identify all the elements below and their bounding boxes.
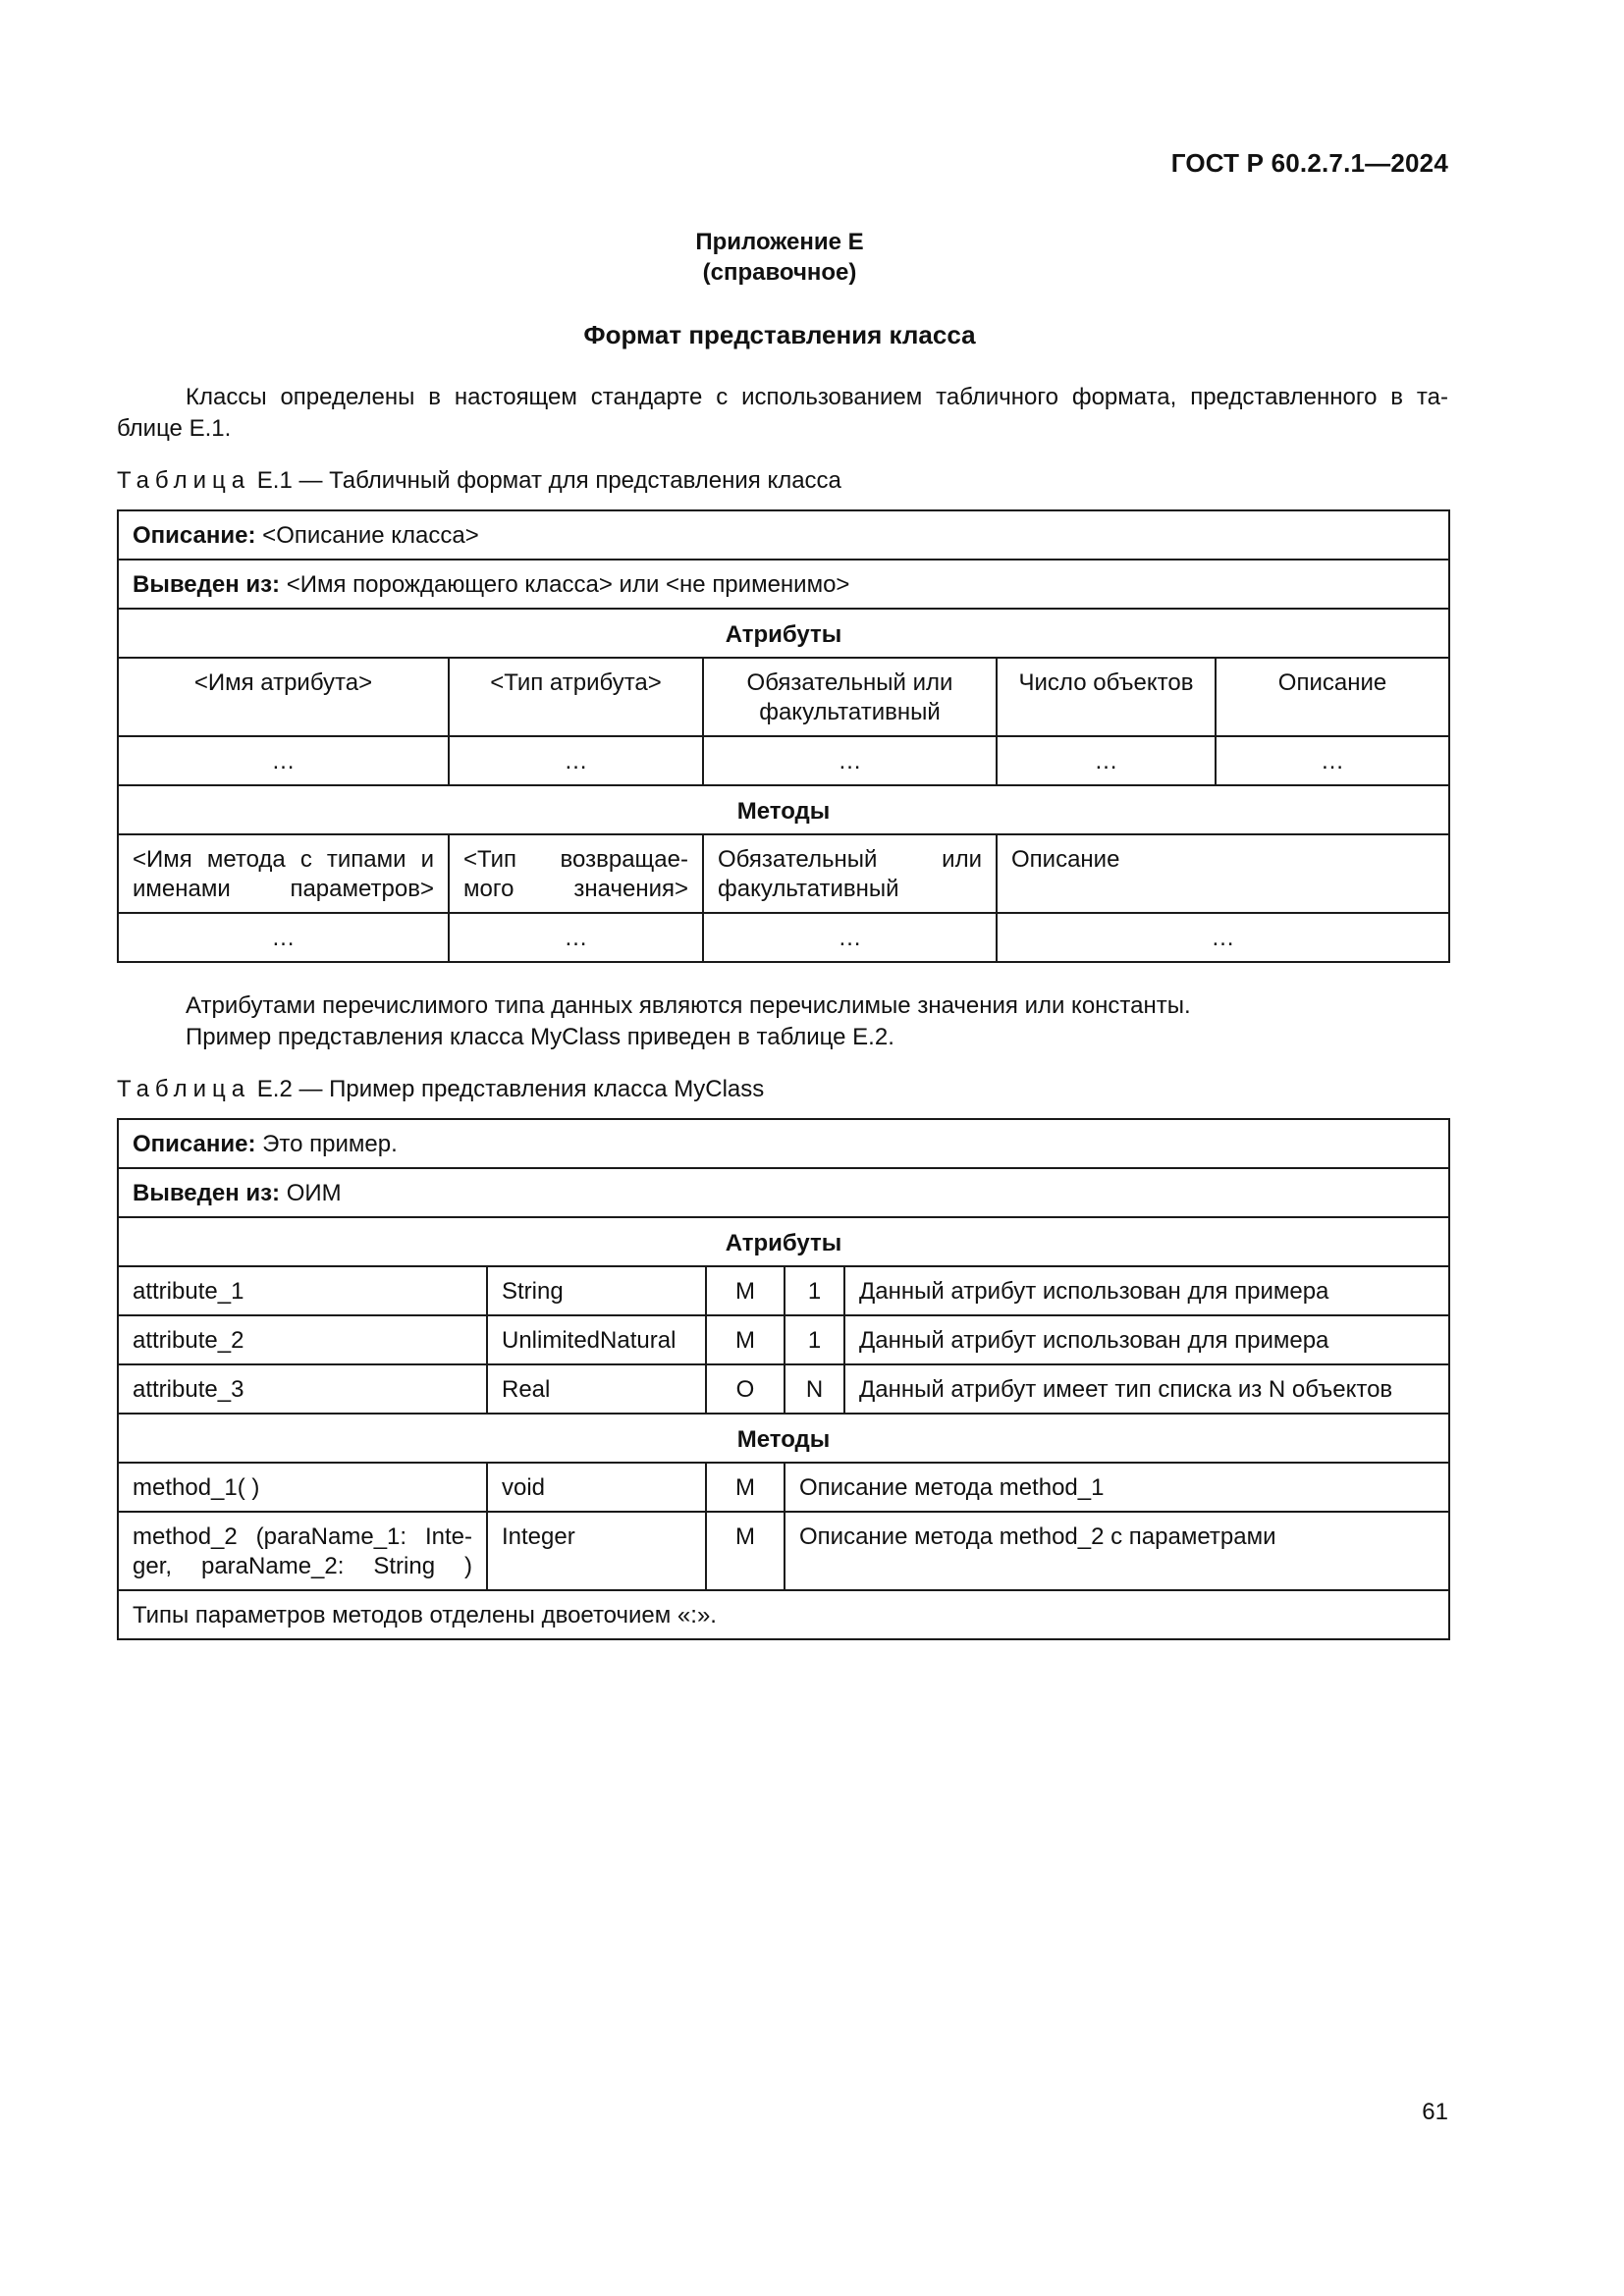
table2-footnote: Типы параметров методов отделены двоеточием «:». bbox=[118, 1590, 1449, 1639]
table1-attr-col-type: <Тип атрибута> bbox=[449, 658, 703, 736]
table1-method-col-type: <Тип возвращае-мого значения> bbox=[449, 834, 703, 913]
table2-attributes-header: Атрибуты bbox=[118, 1217, 1449, 1266]
attribute-requirement: M bbox=[706, 1315, 785, 1364]
table2-caption bbox=[117, 1076, 764, 1103]
attribute-type: String bbox=[487, 1266, 706, 1315]
table1-method-ellipsis-row bbox=[118, 913, 1449, 962]
table1-method-cols-row bbox=[118, 834, 1449, 913]
table2-methods-header: Методы bbox=[118, 1414, 1449, 1463]
table1-attr-col-desc: Описание bbox=[1216, 658, 1449, 736]
table1-methods-header-row bbox=[118, 785, 1449, 834]
method-return-type: Integer bbox=[487, 1512, 706, 1590]
middle-line-1: Атрибутами перечислимого типа данных являются перечислимые значения или константы. bbox=[186, 992, 1191, 1019]
attribute-multiplicity: 1 bbox=[785, 1266, 844, 1315]
table2-attributes-header-row bbox=[118, 1217, 1449, 1266]
attribute-requirement: M bbox=[706, 1266, 785, 1315]
table2-methods-header-row bbox=[118, 1414, 1449, 1463]
method-requirement: M bbox=[706, 1463, 785, 1512]
table-row bbox=[118, 1512, 1449, 1590]
intro-line-1: Классы определены в настоящем стандарте с использованием табличного формата, представленного в та- bbox=[186, 384, 1448, 410]
table1-ellipsis: … bbox=[997, 736, 1216, 785]
table-row bbox=[118, 1315, 1449, 1364]
intro-line-2: блице Е.1. bbox=[117, 415, 232, 442]
table1-method-col-desc: Описание bbox=[997, 834, 1449, 913]
table-row bbox=[118, 1463, 1449, 1512]
table1-attributes-header-row bbox=[118, 609, 1449, 658]
attribute-name: attribute_2 bbox=[118, 1315, 487, 1364]
table1-caption bbox=[117, 467, 841, 495]
table2-footnote-row bbox=[118, 1590, 1449, 1639]
table2-derived-value: ОИМ bbox=[286, 1180, 342, 1206]
appendix-subtitle: (справочное) bbox=[702, 259, 857, 286]
middle-line-2: Пример представления класса MyClass приведен в таблице Е.2. bbox=[186, 1024, 894, 1050]
table1-method-col-name: <Имя метода с типами и именами параметров> bbox=[118, 834, 449, 913]
table1-derived-value: <Имя порождающего класса> или <не применимо> bbox=[286, 571, 850, 598]
table1-description-row bbox=[118, 510, 1449, 560]
table-row bbox=[118, 1364, 1449, 1414]
table1-attr-col-req: Обязательный или факультативный bbox=[703, 658, 997, 736]
table1-ellipsis: … bbox=[703, 736, 997, 785]
attribute-multiplicity: 1 bbox=[785, 1315, 844, 1364]
attribute-name: attribute_3 bbox=[118, 1364, 487, 1414]
table1-derived-row bbox=[118, 560, 1449, 609]
attribute-description: Данный атрибут использован для примера bbox=[844, 1315, 1449, 1364]
table1-attr-col-mult: Число объектов bbox=[997, 658, 1216, 736]
table1-description-label: Описание: bbox=[133, 522, 256, 549]
middle-paragraph bbox=[117, 990, 1448, 1053]
table1-attr-cols-row bbox=[118, 658, 1449, 736]
table1-ellipsis: … bbox=[449, 736, 703, 785]
method-name: method_2 (paraName_1: Inte-ger, paraName_2: String ) bbox=[118, 1512, 487, 1590]
table1-caption-text: Е.1 — Табличный формат для представления класса bbox=[256, 467, 841, 494]
table-class-format bbox=[117, 509, 1450, 963]
attribute-name: attribute_1 bbox=[118, 1266, 487, 1315]
table1-description-value: <Описание класса> bbox=[262, 522, 479, 549]
page-number: 61 bbox=[1422, 2099, 1448, 2125]
table1-ellipsis: … bbox=[118, 736, 449, 785]
table-myclass-example bbox=[117, 1118, 1450, 1640]
table1-method-col-req: Обязательный или факультативный bbox=[703, 834, 997, 913]
table-row bbox=[118, 1266, 1449, 1315]
table1-caption-prefix: Таблица bbox=[117, 467, 251, 494]
attribute-type: Real bbox=[487, 1364, 706, 1414]
table1-ellipsis: … bbox=[118, 913, 449, 962]
method-name: method_1( ) bbox=[118, 1463, 487, 1512]
table1-methods-header: Методы bbox=[118, 785, 1449, 834]
attribute-type: UnlimitedNatural bbox=[487, 1315, 706, 1364]
table1-ellipsis: … bbox=[997, 913, 1449, 962]
table2-caption-prefix: Таблица bbox=[117, 1076, 251, 1102]
appendix-title: Приложение Е bbox=[695, 229, 864, 255]
method-return-type: void bbox=[487, 1463, 706, 1512]
table2-derived-row bbox=[118, 1168, 1449, 1217]
table2-derived-label: Выведен из: bbox=[133, 1180, 281, 1206]
attribute-description: Данный атрибут имеет тип списка из N объектов bbox=[844, 1364, 1449, 1414]
attribute-requirement: O bbox=[706, 1364, 785, 1414]
table1-attr-ellipsis-row bbox=[118, 736, 1449, 785]
attribute-description: Данный атрибут использован для примера bbox=[844, 1266, 1449, 1315]
table1-derived-label: Выведен из: bbox=[133, 571, 281, 598]
section-title: Формат представления класса bbox=[583, 320, 976, 349]
document-code: ГОСТ Р 60.2.7.1—2024 bbox=[1170, 148, 1448, 178]
table1-attributes-header: Атрибуты bbox=[118, 609, 1449, 658]
table2-caption-text: Е.2 — Пример представления класса MyClass bbox=[256, 1076, 765, 1102]
table1-ellipsis: … bbox=[449, 913, 703, 962]
method-description: Описание метода method_1 bbox=[785, 1463, 1449, 1512]
table1-ellipsis: … bbox=[1216, 736, 1449, 785]
table1-ellipsis: … bbox=[703, 913, 997, 962]
table2-description-label: Описание: bbox=[133, 1131, 256, 1157]
method-requirement: M bbox=[706, 1512, 785, 1590]
attribute-multiplicity: N bbox=[785, 1364, 844, 1414]
table2-description-value: Это пример. bbox=[262, 1131, 398, 1157]
table1-attr-col-name: <Имя атрибута> bbox=[118, 658, 449, 736]
method-description: Описание метода method_2 с параметрами bbox=[785, 1512, 1449, 1590]
intro-paragraph bbox=[117, 382, 1448, 445]
table2-description-row bbox=[118, 1119, 1449, 1168]
